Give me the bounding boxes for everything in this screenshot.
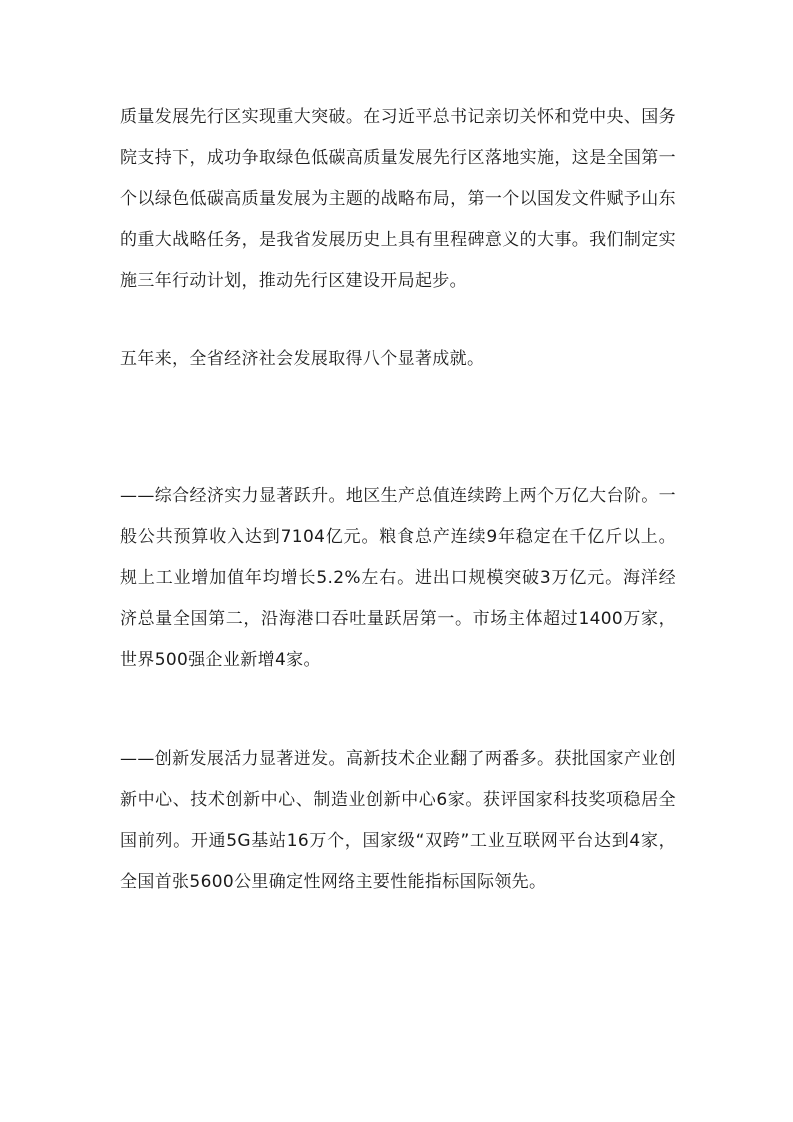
paragraph-economic-strength: ——综合经济实力显著跃升。地区生产总值连续跨上两个万亿大台阶。一般公共预算收入达到7104亿元。粮食总产连续9年稳定在千亿斤以上。规上工业增加值年均增长5.2%左右。进出口规模突破3万亿元。海洋经济总量全国第二，沿海港口吞吐量跃居第一。市场主体超过1400万家，世界500强企业新增4家。 <box>120 486 676 670</box>
paragraph-pilot-zone: 质量发展先行区实现重大突破。在习近平总书记亲切关怀和党中央、国务院支持下，成功争取绿色低碳高质量发展先行区落地实施，这是全国第一个以绿色低碳高质量发展为主题的战略布局，第一个以国发文件赋予山东的重大战略任务，是我省发展历史上具有里程碑意义的大事。我们制定实施三年行动计划，推动先行区建设开局起步。 <box>120 107 676 291</box>
paragraph-summary: 五年来，全省经济社会发展取得八个显著成就。 <box>120 349 485 369</box>
paragraph-innovation: ——创新发展活力显著迸发。高新技术企业翻了两番多。获批国家产业创新中心、技术创新中心、制造业创新中心6家。获评国家科技奖项稳居全国前列。开通5G基站16万个，国家级“双跨”工业互联网平台达到4家，全国首张5600公里确定性网络主要性能指标国际领先。 <box>120 749 676 892</box>
